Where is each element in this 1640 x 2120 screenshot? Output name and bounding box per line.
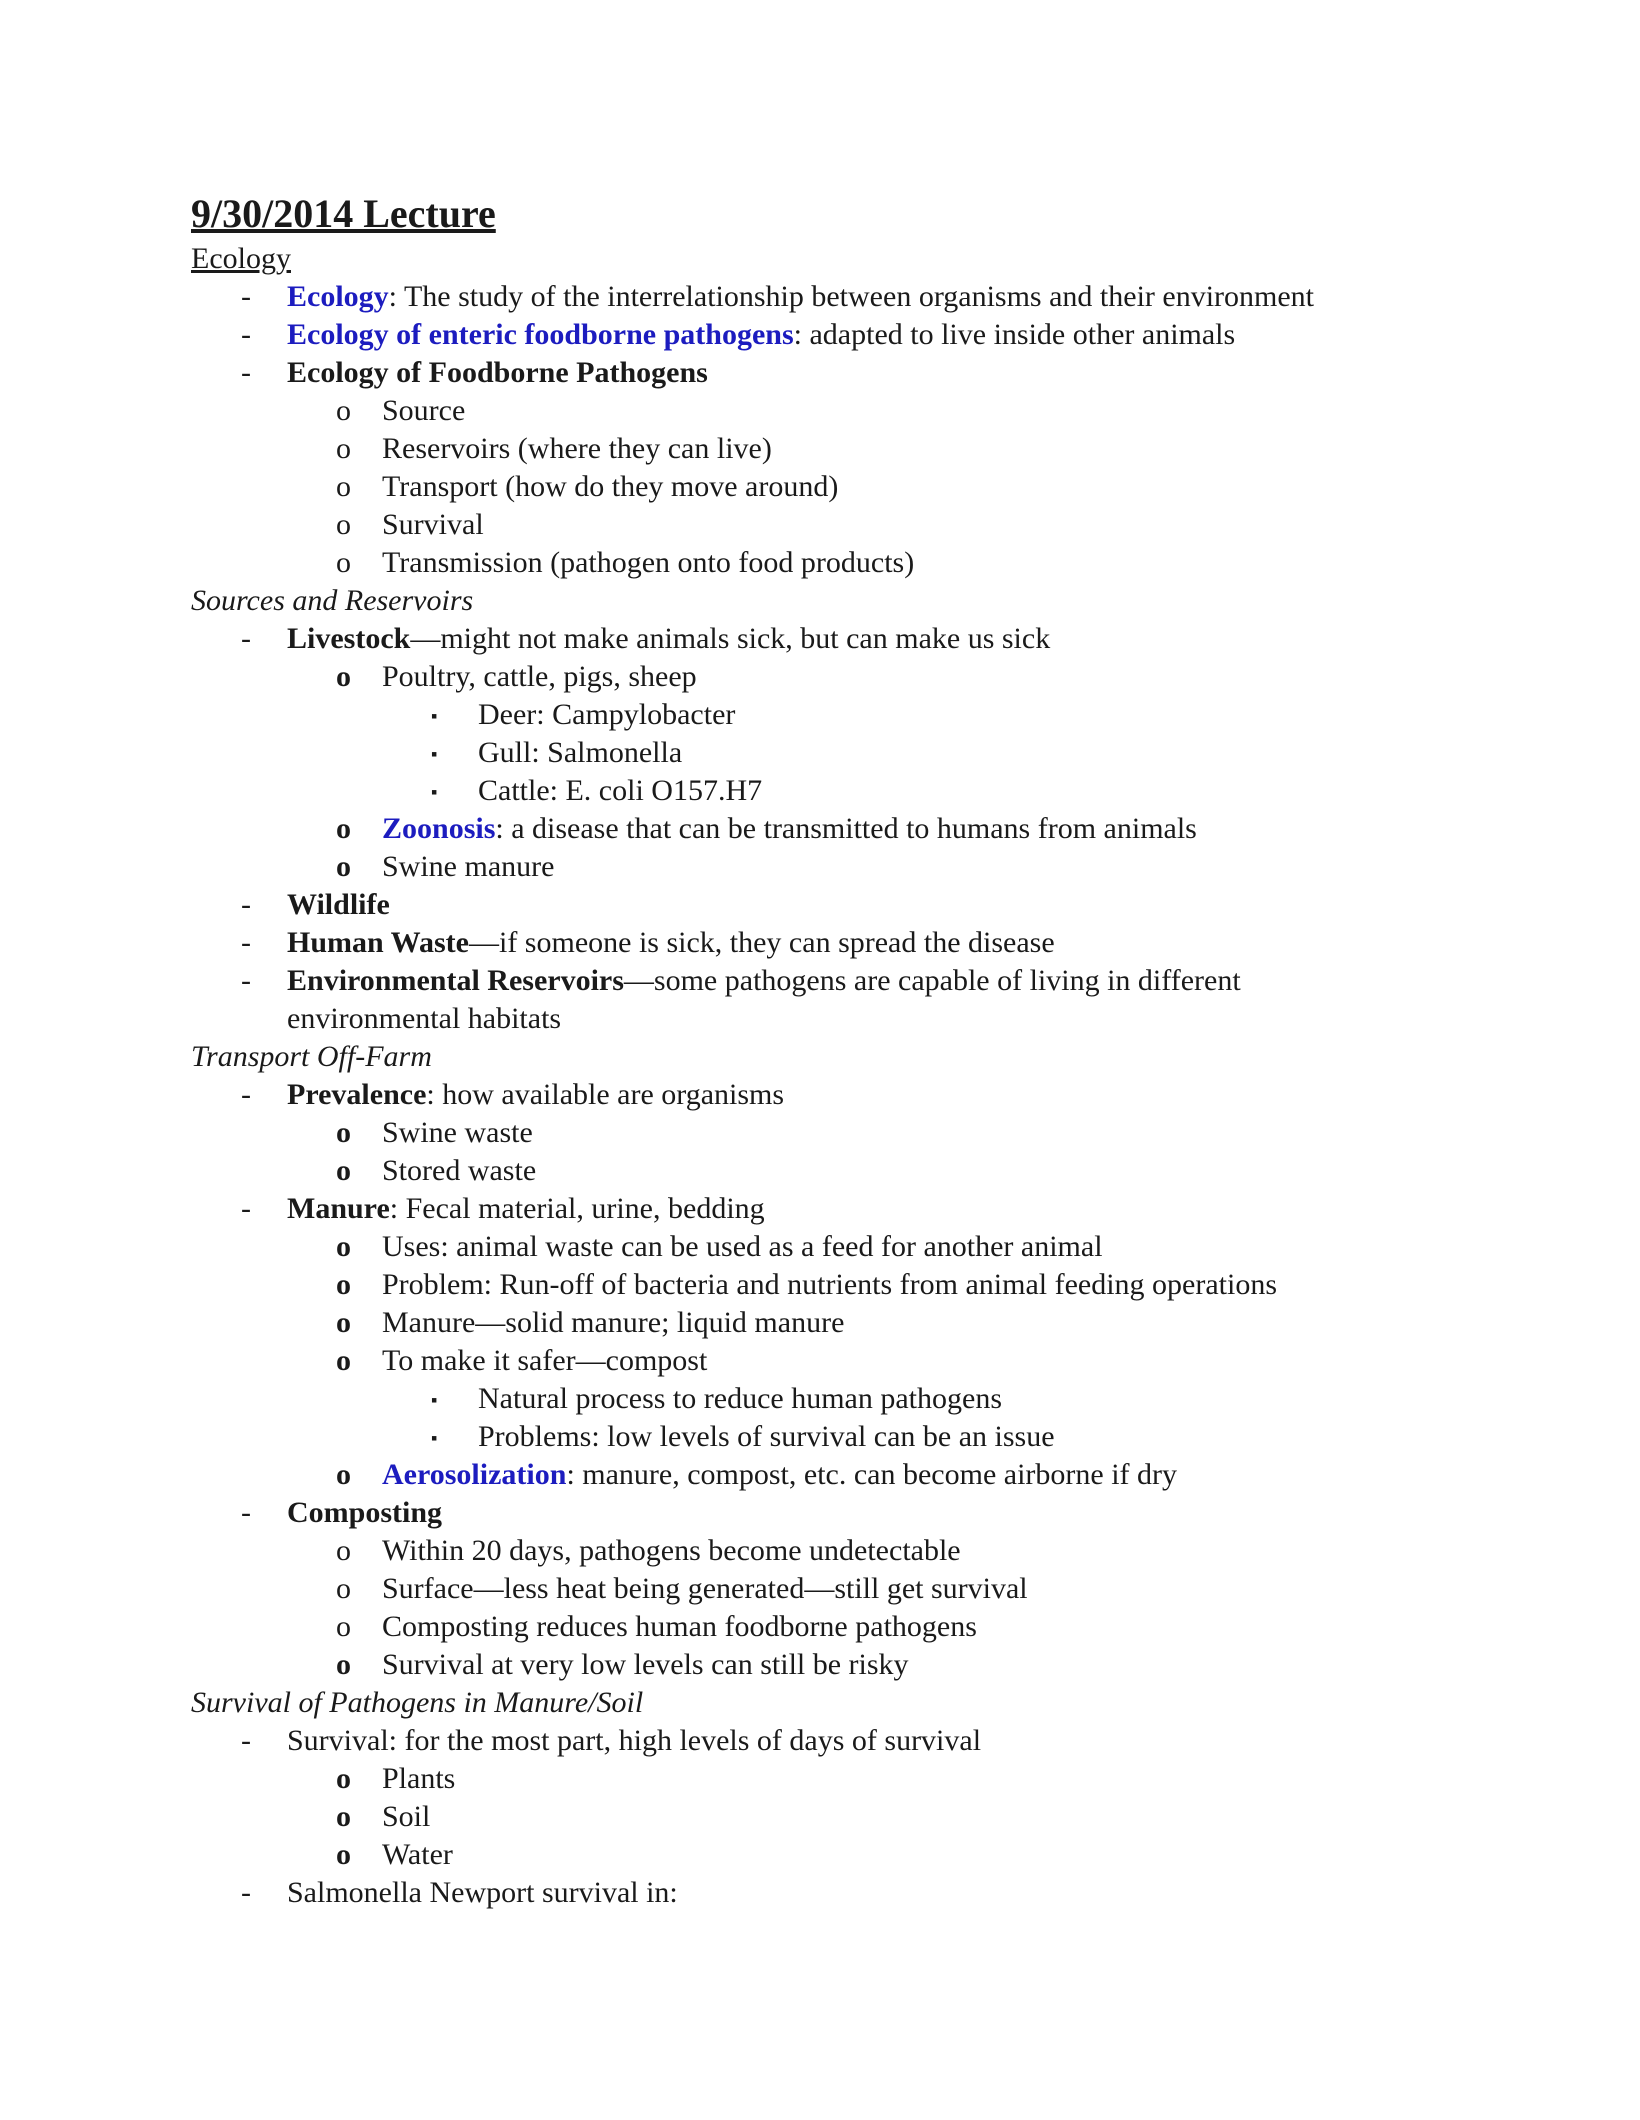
list-item xyxy=(0,506,1640,544)
definition-text: —might not make animals sick, but can make us sick xyxy=(410,622,1051,655)
dash-bullet: - xyxy=(241,888,251,921)
circle-bullet: o xyxy=(336,1762,351,1795)
list-item xyxy=(0,430,1640,468)
definition-text: : adapted to live inside other animals xyxy=(793,318,1236,351)
list-item xyxy=(0,1798,1640,1836)
circle-bullet: o xyxy=(336,1838,351,1871)
list-item-text: Within 20 days, pathogens become undetectable xyxy=(382,1534,961,1567)
list-item xyxy=(0,772,1640,810)
list-item-text: Survival at very low levels can still be risky xyxy=(382,1648,909,1681)
list-item-text: Manure—solid manure; liquid manure xyxy=(382,1306,845,1339)
list-item-text: Cattle: E. coli O157.H7 xyxy=(478,774,763,807)
term-composting: Composting xyxy=(287,1496,443,1529)
list-item-text: Reservoirs (where they can live) xyxy=(382,432,772,465)
list-item xyxy=(0,544,1640,582)
square-bullet: ▪ xyxy=(431,1390,438,1410)
term-ecology-enteric: Ecology of enteric foodborne pathogens xyxy=(287,318,794,351)
dash-bullet: - xyxy=(241,964,251,997)
list-item xyxy=(0,1532,1640,1570)
list-item-text: Salmonella Newport survival in: xyxy=(287,1876,678,1909)
circle-bullet: o xyxy=(336,660,351,693)
circle-bullet: o xyxy=(336,508,351,541)
list-item-text: Gull: Salmonella xyxy=(478,736,683,769)
definition-text: —some pathogens are capable of living in different environmental habitats xyxy=(287,964,1241,1035)
list-item xyxy=(0,1874,1640,1912)
circle-bullet: o xyxy=(336,1610,351,1643)
list-item xyxy=(0,1266,1640,1304)
list-item-text: Deer: Campylobacter xyxy=(478,698,736,731)
dash-bullet: - xyxy=(241,1724,251,1757)
list-item-text: Surface—less heat being generated—still get survival xyxy=(382,1572,1028,1605)
list-item xyxy=(0,1722,1640,1760)
dash-bullet: - xyxy=(241,280,251,313)
definition-text: : Fecal material, urine, bedding xyxy=(389,1192,765,1225)
term-prevalence: Prevalence xyxy=(287,1078,427,1111)
list-item xyxy=(0,1608,1640,1646)
circle-bullet: o xyxy=(336,812,351,845)
list-item xyxy=(0,1646,1640,1684)
list-item xyxy=(0,392,1640,430)
list-item-text: Problem: Run-off of bacteria and nutrients from animal feeding operations xyxy=(382,1268,1278,1301)
term-human-waste: Human Waste xyxy=(287,926,469,959)
square-bullet: ▪ xyxy=(431,782,438,802)
dash-bullet: - xyxy=(241,926,251,959)
list-item xyxy=(0,1076,1640,1114)
dash-bullet: - xyxy=(241,1078,251,1111)
dash-bullet: - xyxy=(241,356,251,389)
term-wildlife: Wildlife xyxy=(287,888,390,921)
term-ecology-foodborne: Ecology of Foodborne Pathogens xyxy=(287,356,708,389)
list-item xyxy=(0,1114,1640,1152)
list-item xyxy=(0,1418,1640,1456)
list-item xyxy=(0,1456,1640,1494)
term-zoonosis: Zoonosis xyxy=(382,812,496,845)
list-item xyxy=(0,924,1640,962)
list-item-text: Swine manure xyxy=(382,850,555,883)
circle-bullet: o xyxy=(336,1306,351,1339)
square-bullet: ▪ xyxy=(431,706,438,726)
definition-text: : a disease that can be transmitted to humans from animals xyxy=(495,812,1197,845)
list-item xyxy=(0,1304,1640,1342)
square-bullet: ▪ xyxy=(431,1428,438,1448)
circle-bullet: o xyxy=(336,1534,351,1567)
list-item-text: Transmission (pathogen onto food products) xyxy=(382,546,915,579)
circle-bullet: o xyxy=(336,394,351,427)
dash-bullet: - xyxy=(241,1876,251,1909)
circle-bullet: o xyxy=(336,1230,351,1263)
list-item xyxy=(0,1380,1640,1418)
list-item xyxy=(0,734,1640,772)
term-manure: Manure xyxy=(287,1192,390,1225)
circle-bullet: o xyxy=(336,1268,351,1301)
list-item xyxy=(0,962,1407,1038)
list-item-text: Survival xyxy=(382,508,484,541)
list-item-text: Transport (how do they move around) xyxy=(382,470,839,503)
circle-bullet: o xyxy=(336,432,351,465)
list-item-text: Soil xyxy=(382,1800,431,1833)
circle-bullet: o xyxy=(336,1154,351,1187)
circle-bullet: o xyxy=(336,1116,351,1149)
list-item-text: Composting reduces human foodborne pathogens xyxy=(382,1610,977,1643)
page-title: 9/30/2014 Lecture xyxy=(191,191,496,236)
section-heading-sources: Sources and Reservoirs xyxy=(191,584,474,617)
list-item xyxy=(0,1228,1640,1266)
list-item xyxy=(0,468,1640,506)
circle-bullet: o xyxy=(336,546,351,579)
list-item-text: Problems: low levels of survival can be an issue xyxy=(478,1420,1055,1453)
term-environmental-reservoirs: Environmental Reservoirs xyxy=(287,964,624,997)
list-item xyxy=(0,1760,1640,1798)
list-item-text: Uses: animal waste can be used as a feed for another animal xyxy=(382,1230,1103,1263)
list-item xyxy=(0,316,1640,354)
list-item-text: Source xyxy=(382,394,466,427)
list-item-text: Water xyxy=(382,1838,453,1871)
definition-text: : manure, compost, etc. can become airborne if dry xyxy=(566,1458,1178,1491)
definition-text: —if someone is sick, they can spread the disease xyxy=(468,926,1055,959)
definition-text: : The study of the interrelationship between organisms and their environment xyxy=(388,280,1315,313)
lecture-notes xyxy=(0,240,1640,1912)
term-ecology: Ecology xyxy=(287,280,389,313)
list-item xyxy=(0,810,1640,848)
term-aerosolization: Aerosolization xyxy=(382,1458,567,1491)
dash-bullet: - xyxy=(241,1496,251,1529)
dash-bullet: - xyxy=(241,1192,251,1225)
list-item xyxy=(0,354,1640,392)
list-item xyxy=(0,1190,1640,1228)
section-heading-ecology: Ecology xyxy=(191,242,291,275)
list-item-text: Poultry, cattle, pigs, sheep xyxy=(382,660,697,693)
definition-text: : how available are organisms xyxy=(426,1078,785,1111)
circle-bullet: o xyxy=(336,1458,351,1491)
section-heading-survival: Survival of Pathogens in Manure/Soil xyxy=(191,1686,644,1719)
circle-bullet: o xyxy=(336,1648,351,1681)
dash-bullet: - xyxy=(241,622,251,655)
term-livestock: Livestock xyxy=(287,622,411,655)
list-item xyxy=(0,658,1640,696)
list-item xyxy=(0,1494,1640,1532)
list-item xyxy=(0,620,1640,658)
list-item xyxy=(0,848,1640,886)
circle-bullet: o xyxy=(336,1344,351,1377)
list-item-text: To make it safer—compost xyxy=(382,1344,708,1377)
circle-bullet: o xyxy=(336,470,351,503)
list-item-text: Stored waste xyxy=(382,1154,537,1187)
dash-bullet: - xyxy=(241,318,251,351)
list-item-text: Survival: for the most part, high levels of days of survival xyxy=(287,1724,982,1757)
circle-bullet: o xyxy=(336,1572,351,1605)
list-item xyxy=(0,1342,1640,1380)
list-item xyxy=(0,886,1640,924)
circle-bullet: o xyxy=(336,850,351,883)
section-heading-transport: Transport Off-Farm xyxy=(191,1040,432,1073)
square-bullet: ▪ xyxy=(431,744,438,764)
circle-bullet: o xyxy=(336,1800,351,1833)
list-item xyxy=(0,278,1640,316)
list-item xyxy=(0,1570,1640,1608)
list-item-text: Plants xyxy=(382,1762,456,1795)
list-item xyxy=(0,1836,1640,1874)
list-item-text: Swine waste xyxy=(382,1116,533,1149)
list-item-text: Natural process to reduce human pathogens xyxy=(478,1382,1002,1415)
list-item xyxy=(0,696,1640,734)
list-item xyxy=(0,1152,1640,1190)
